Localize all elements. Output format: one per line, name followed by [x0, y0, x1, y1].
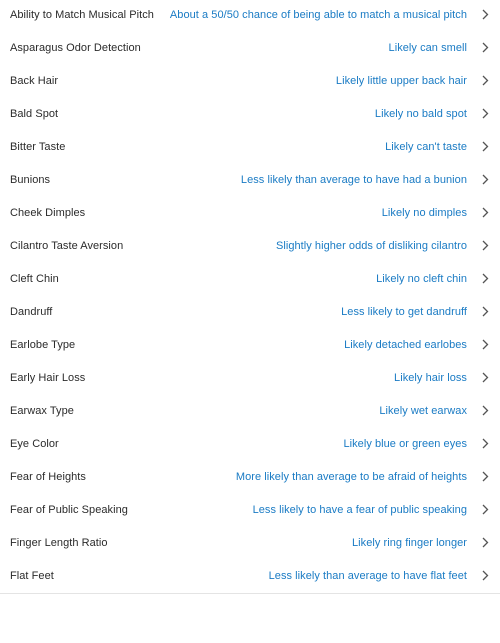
trait-result: Likely can't taste: [385, 140, 467, 153]
chevron-right-icon: [480, 174, 490, 186]
chevron-right-icon: [480, 504, 490, 516]
chevron-right-icon: [480, 570, 490, 582]
trait-name: Dandruff: [10, 305, 53, 318]
trait-result: Less likely to have a fear of public speaking: [252, 503, 467, 516]
trait-name: Back Hair: [10, 74, 59, 87]
trait-name: Fear of Heights: [10, 470, 86, 483]
trait-row-earlobe-type[interactable]: [0, 327, 500, 363]
trait-row-ability-to-match-musical-pitch[interactable]: [0, 0, 500, 33]
chevron-right-icon: [480, 339, 490, 351]
chevron-right-icon: [480, 471, 490, 483]
trait-row-cheek-dimples[interactable]: [0, 195, 500, 231]
trait-name: Asparagus Odor Detection: [10, 41, 141, 54]
chevron-right-icon: [480, 537, 490, 549]
chevron-right-icon: [480, 75, 490, 87]
trait-name: Bitter Taste: [10, 140, 66, 153]
trait-row-bunions[interactable]: [0, 162, 500, 198]
trait-name: Flat Feet: [10, 569, 54, 582]
trait-result: Likely no dimples: [381, 206, 467, 219]
chevron-right-icon: [480, 273, 490, 285]
trait-result: Likely detached earlobes: [344, 338, 467, 351]
trait-name: Earlobe Type: [10, 338, 76, 351]
trait-result: About a 50/50 chance of being able to match a musical pitch: [169, 8, 467, 21]
chevron-right-icon: [480, 42, 490, 54]
chevron-right-icon: [480, 240, 490, 252]
trait-result: Likely blue or green eyes: [343, 437, 467, 450]
trait-result: Less likely to get dandruff: [341, 305, 467, 318]
trait-row-cilantro-taste-aversion[interactable]: [0, 228, 500, 264]
trait-row-cleft-chin[interactable]: [0, 261, 500, 297]
trait-name: Fear of Public Speaking: [10, 503, 128, 516]
trait-name: Finger Length Ratio: [10, 536, 108, 549]
chevron-right-icon: [480, 405, 490, 417]
chevron-right-icon: [480, 438, 490, 450]
trait-name: Bunions: [10, 173, 51, 186]
trait-row-earwax-type[interactable]: [0, 393, 500, 429]
trait-row-dandruff[interactable]: [0, 294, 500, 330]
trait-name: Cilantro Taste Aversion: [10, 239, 124, 252]
trait-name: Earwax Type: [10, 404, 74, 417]
chevron-right-icon: [480, 306, 490, 318]
chevron-right-icon: [480, 372, 490, 384]
trait-name: Cheek Dimples: [10, 206, 86, 219]
trait-name: Early Hair Loss: [10, 371, 86, 384]
trait-result: Likely no cleft chin: [376, 272, 467, 285]
trait-result: Less likely than average to have flat feet: [268, 569, 467, 582]
trait-result: Less likely than average to have had a bunion: [240, 173, 467, 186]
trait-row-early-hair-loss[interactable]: [0, 360, 500, 396]
trait-row-flat-feet[interactable]: [0, 558, 500, 594]
trait-name: Cleft Chin: [10, 272, 59, 285]
trait-name: Ability to Match Musical Pitch: [10, 8, 154, 21]
chevron-right-icon: [480, 141, 490, 153]
trait-result: More likely than average to be afraid of heights: [235, 470, 467, 483]
trait-row-fear-of-heights[interactable]: [0, 459, 500, 495]
chevron-right-icon: [480, 207, 490, 219]
trait-result: Likely wet earwax: [379, 404, 467, 417]
trait-row-eye-color[interactable]: [0, 426, 500, 462]
trait-name: Eye Color: [10, 437, 59, 450]
trait-row-back-hair[interactable]: [0, 63, 500, 99]
chevron-right-icon: [480, 9, 490, 21]
trait-result: Likely hair loss: [394, 371, 467, 384]
trait-row-bald-spot[interactable]: [0, 96, 500, 132]
trait-row-asparagus-odor-detection[interactable]: [0, 30, 500, 66]
trait-row-bitter-taste[interactable]: [0, 129, 500, 165]
trait-result: Slightly higher odds of disliking cilantro: [275, 239, 467, 252]
trait-result: Likely no bald spot: [374, 107, 467, 120]
trait-name: Bald Spot: [10, 107, 59, 120]
trait-row-finger-length-ratio[interactable]: [0, 525, 500, 561]
trait-result: Likely ring finger longer: [352, 536, 467, 549]
trait-result: Likely can smell: [388, 41, 467, 54]
chevron-right-icon: [480, 108, 490, 120]
trait-result: Likely little upper back hair: [335, 74, 467, 87]
trait-row-fear-of-public-speaking[interactable]: [0, 492, 500, 528]
